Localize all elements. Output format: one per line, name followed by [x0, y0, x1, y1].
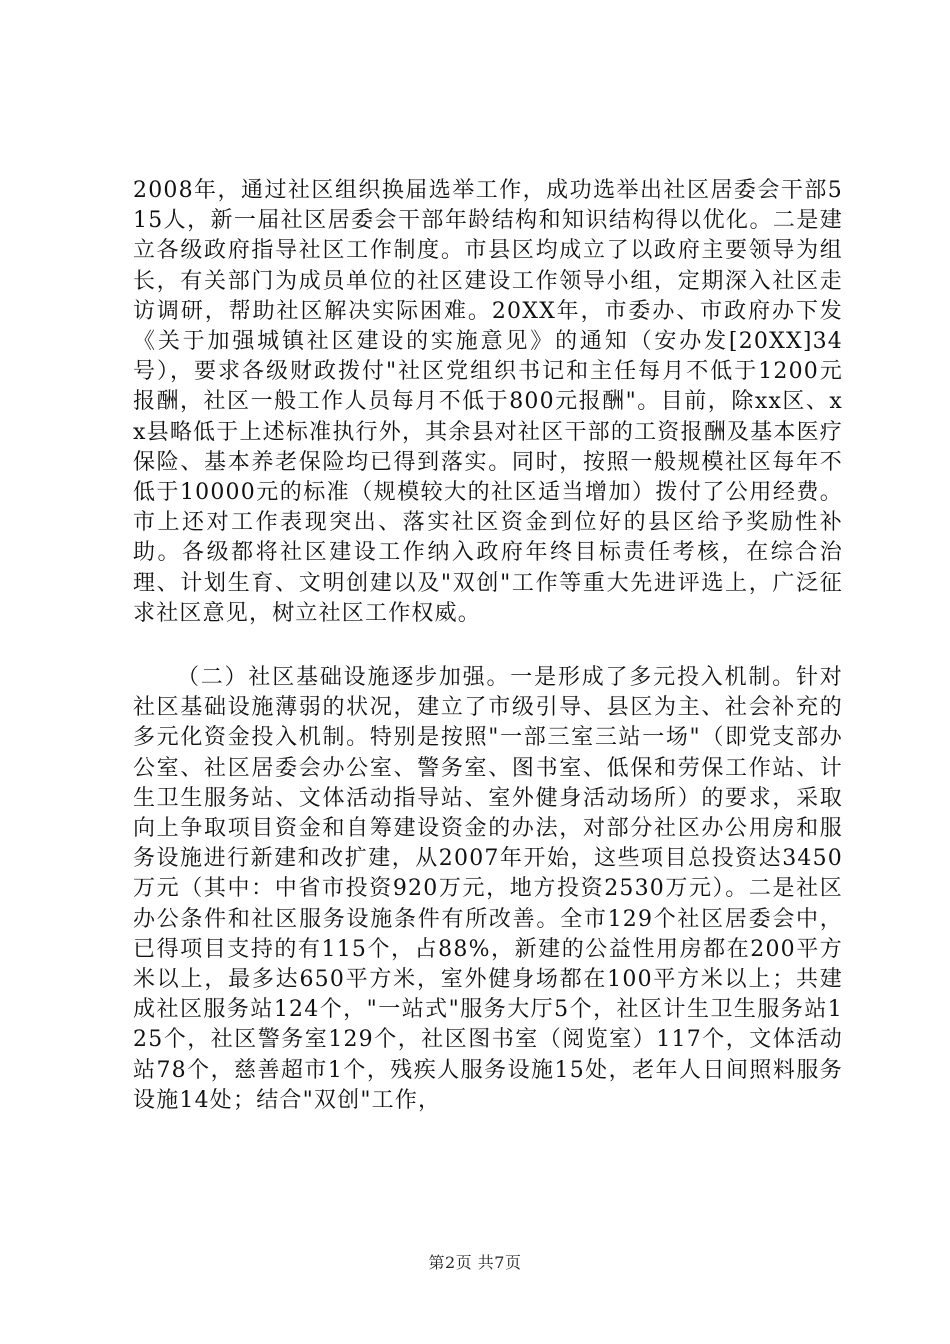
- document-body: [133, 176, 843, 1116]
- body-paragraph-1: 2008年，通过社区组织换届选举工作，成功选举出社区居委会干部515人，新一届社区居委会干部年龄结构和知识结构得以优化。二是建立各级政府指导社区工作制度。市县区均成立了以政府主要领导为组长，有关部门为成员单位的社区建设工作领导小组，定期深入社区走访调研，帮助社区解决实际困难。20XX年，市委办、市政府办下发《关于加强城镇社区建设的实施意见》的通知（安办发[20XX]34号），要求各级财政拨付"社区党组织书记和主任每月不低于1200元报酬，社区一般工作人员每月不低于800元报酬"。目前，除xx区、xx县略低于上述标准执行外，其余县对社区干部的工资报酬及基本医疗保险、基本养老保险均已得到落实。同时，按照一般规模社区每年不低于10000元的标准（规模较大的社区适当增加）拨付了公用经费。市上还对工作表现突出、落实社区资金到位好的县区给予奖励性补助。各级都将社区建设工作纳入政府年终目标责任考核，在综合治理、计划生育、文明创建以及"双创"工作等重大先进评选上，广泛征求社区意见，树立社区工作权威。: [133, 178, 843, 626]
- page-number-footer: 第2页 共7页: [428, 1253, 522, 1272]
- body-paragraph-2: （二）社区基础设施逐步加强。一是形成了多元投入机制。针对社区基础设施薄弱的状况，建立了市级引导、县区为主、社会补充的多元化资金投入机制。特别是按照"一部三室三站一场"（即党支部办公室、社区居委会办公室、警务室、图书室、低保和劳保工作站、计生卫生服务站、文体活动指导站、室外健身活动场所）的要求，采取向上争取项目资金和自筹建设资金的办法，对部分社区办公用房和服务设施进行新建和改扩建，从2007年开始，这些项目总投资达3450万元（其中：中省市投资920万元，地方投资2530万元）。二是社区办公条件和社区服务设施条件有所改善。全市129个社区居委会中，已得项目支持的有115个，占88%，新建的公益性用房都在200平方米以上，最多达650平方米，室外健身场都在100平方米以上；共建成社区服务站124个，"一站式"服务大厅5个，社区计生卫生服务站125个，社区警务室129个，社区图书室（阅览室）117个，文体活动站78个，慈善超市1个，残疾人服务设施15处，老年人日间照料服务设施14处；结合"双创"工作，: [133, 665, 843, 1113]
